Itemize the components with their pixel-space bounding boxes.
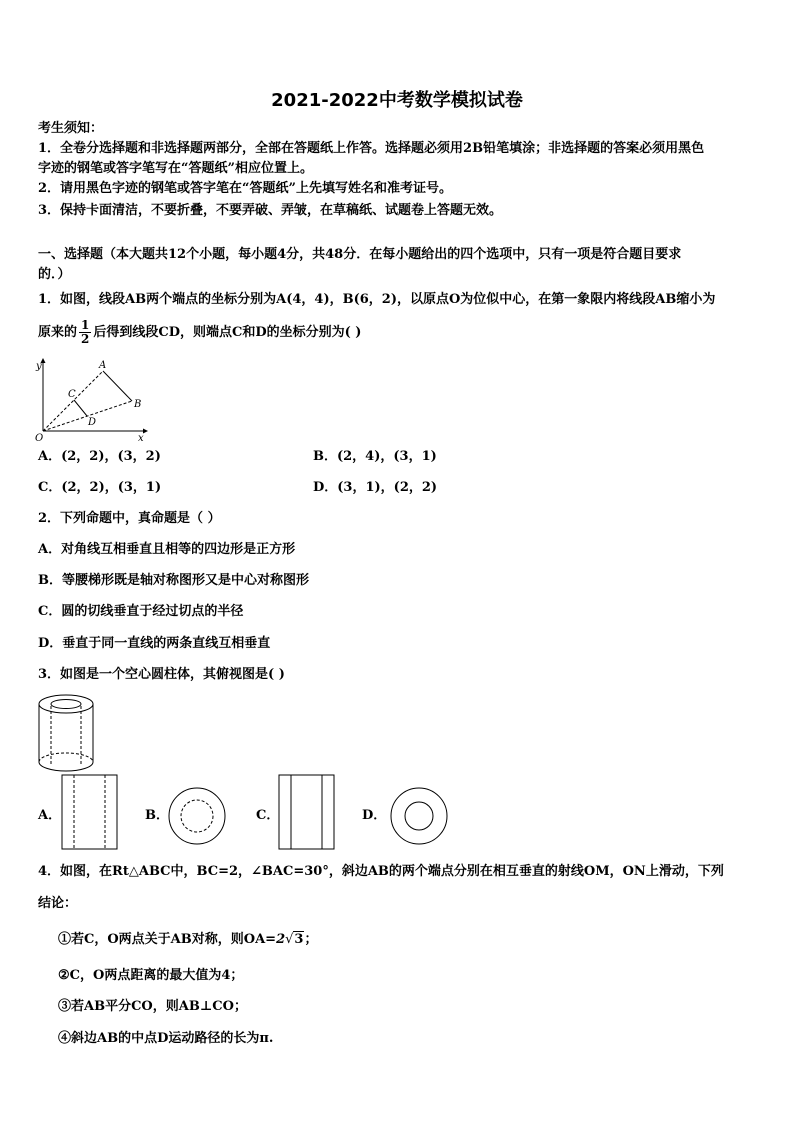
notice-item: 1．全卷分选择题和非选择题两部分，全部在答题纸上作答。选择题必须用2B铅笔填涂；非选择题的答案必须用黑色 (38, 141, 705, 156)
page-title: 2021-2022中考数学模拟试卷 (271, 90, 523, 111)
q2-option-b: B．等腰梯形既是轴对称图形又是中心对称图形 (38, 573, 309, 588)
q2-stem: 2．下列命题中，真命题是（ ） (38, 511, 221, 526)
fraction-denominator: 2 (81, 332, 90, 346)
q1-option-d: D．(3，1)，(2，2) (313, 480, 438, 495)
notice-item: 2．请用黑色字迹的钢笔或答字笔在“答题纸”上先填写姓名和准考证号。 (38, 181, 453, 196)
cylinder-bottom-back (39, 753, 93, 762)
notice-item: 字迹的钢笔或答字笔写在“答题纸”相应位置上。 (38, 161, 313, 176)
q4-statement-3: ③若AB平分CO，则AB⊥CO； (58, 999, 247, 1014)
q4-stem-line2: 结论： (38, 896, 78, 911)
notice-item: 3．保持卡面清洁，不要折叠，不要弄破、弄皱，在草稿纸、试题卷上答题无效。 (38, 203, 503, 218)
label-x: x (138, 433, 144, 444)
rect-outline (279, 775, 334, 849)
label-O: O (35, 433, 44, 444)
q4-stem-line1: 4．如图，在Rt△ABC中，BC=2，∠BAC=30°，斜边AB的两个端点分别在相互垂直的射线OM，ON上滑动，下列 (38, 864, 724, 879)
q3-option-d-label: D． (362, 808, 387, 823)
q3-option-a-label: A． (38, 808, 62, 823)
q1-stem-line2 (38, 319, 361, 346)
q4-statement-1-text: ①若C，O两点关于AB对称，则OA= (58, 932, 277, 947)
q3-stem: 3．如图是一个空心圆柱体，其俯视图是( ) (38, 667, 285, 682)
q3-option-b-figure (166, 785, 228, 847)
q2-option-a: A．对角线互相垂直且相等的四边形是正方形 (38, 542, 296, 557)
q3-option-c-label: C． (256, 808, 280, 823)
cylinder-top-outer (39, 695, 93, 713)
q2-option-d: D．垂直于同一直线的两条直线互相垂直 (38, 636, 271, 651)
q3-option-c-figure (277, 773, 337, 853)
q1-stem-post: 后得到线段CD，则端点C和D的坐标分别为( ) (93, 325, 362, 340)
q1-stem-pre: 原来的 (38, 325, 78, 340)
sqrt-sign-icon: √ (285, 932, 294, 947)
section-heading-cont: 的．） (38, 267, 71, 282)
q4-statement-1 (58, 930, 317, 950)
sqrt-coefficient: 2 (276, 932, 286, 947)
inner-dashed-circle (181, 800, 213, 832)
notice-heading: 考生须知： (38, 121, 104, 136)
rect-outline (62, 775, 117, 849)
x-axis-arrow-icon (143, 429, 148, 434)
sqrt-radicand: 3 (294, 932, 304, 947)
q1-stem-line1: 1．如图，线段AB两个端点的坐标分别为A(4，4)，B(6，2)，以原点O为位似中心，在第一象限内将线段AB缩小为 (38, 292, 716, 307)
q3-option-d-figure (388, 785, 450, 847)
label-A: A (99, 360, 107, 371)
cylinder-bottom-front (39, 762, 93, 771)
q1-option-a: A．(2，2)，(3，2) (38, 449, 161, 464)
q3-option-b-label: B． (145, 808, 169, 823)
section-heading: 一、选择题（本大题共12个小题，每小题4分，共48分．在每小题给出的四个选项中，只有一项是符合题目要求 (38, 247, 682, 262)
q1-option-c: C．(2，2)，(3，1) (38, 480, 162, 495)
label-B: B (134, 399, 142, 410)
label-D: D (88, 417, 97, 428)
outer-circle (169, 788, 225, 844)
segment-AB (103, 371, 132, 401)
outer-circle (391, 788, 447, 844)
q2-option-c: C．圆的切线垂直于经过切点的半径 (38, 604, 244, 619)
cylinder-top-inner (51, 700, 81, 709)
q4-statement-4: ④斜边AB的中点D运动路径的长为π. (58, 1031, 274, 1046)
segment-CD (74, 400, 87, 416)
fraction-one-half (79, 319, 91, 346)
q3-option-a-figure (60, 773, 120, 853)
hollow-cylinder-figure (36, 692, 100, 772)
label-y: y (36, 361, 42, 372)
q1-coordinate-figure (30, 355, 155, 445)
label-C: C (68, 389, 76, 400)
fraction-numerator: 1 (81, 318, 90, 332)
q4-statement-2: ②C，O两点距离的最大值为4； (58, 968, 244, 983)
q4-statement-1-end: ； (304, 932, 318, 947)
inner-circle (405, 802, 433, 830)
q1-option-b: B．(2，4)，(3，1) (313, 449, 437, 464)
